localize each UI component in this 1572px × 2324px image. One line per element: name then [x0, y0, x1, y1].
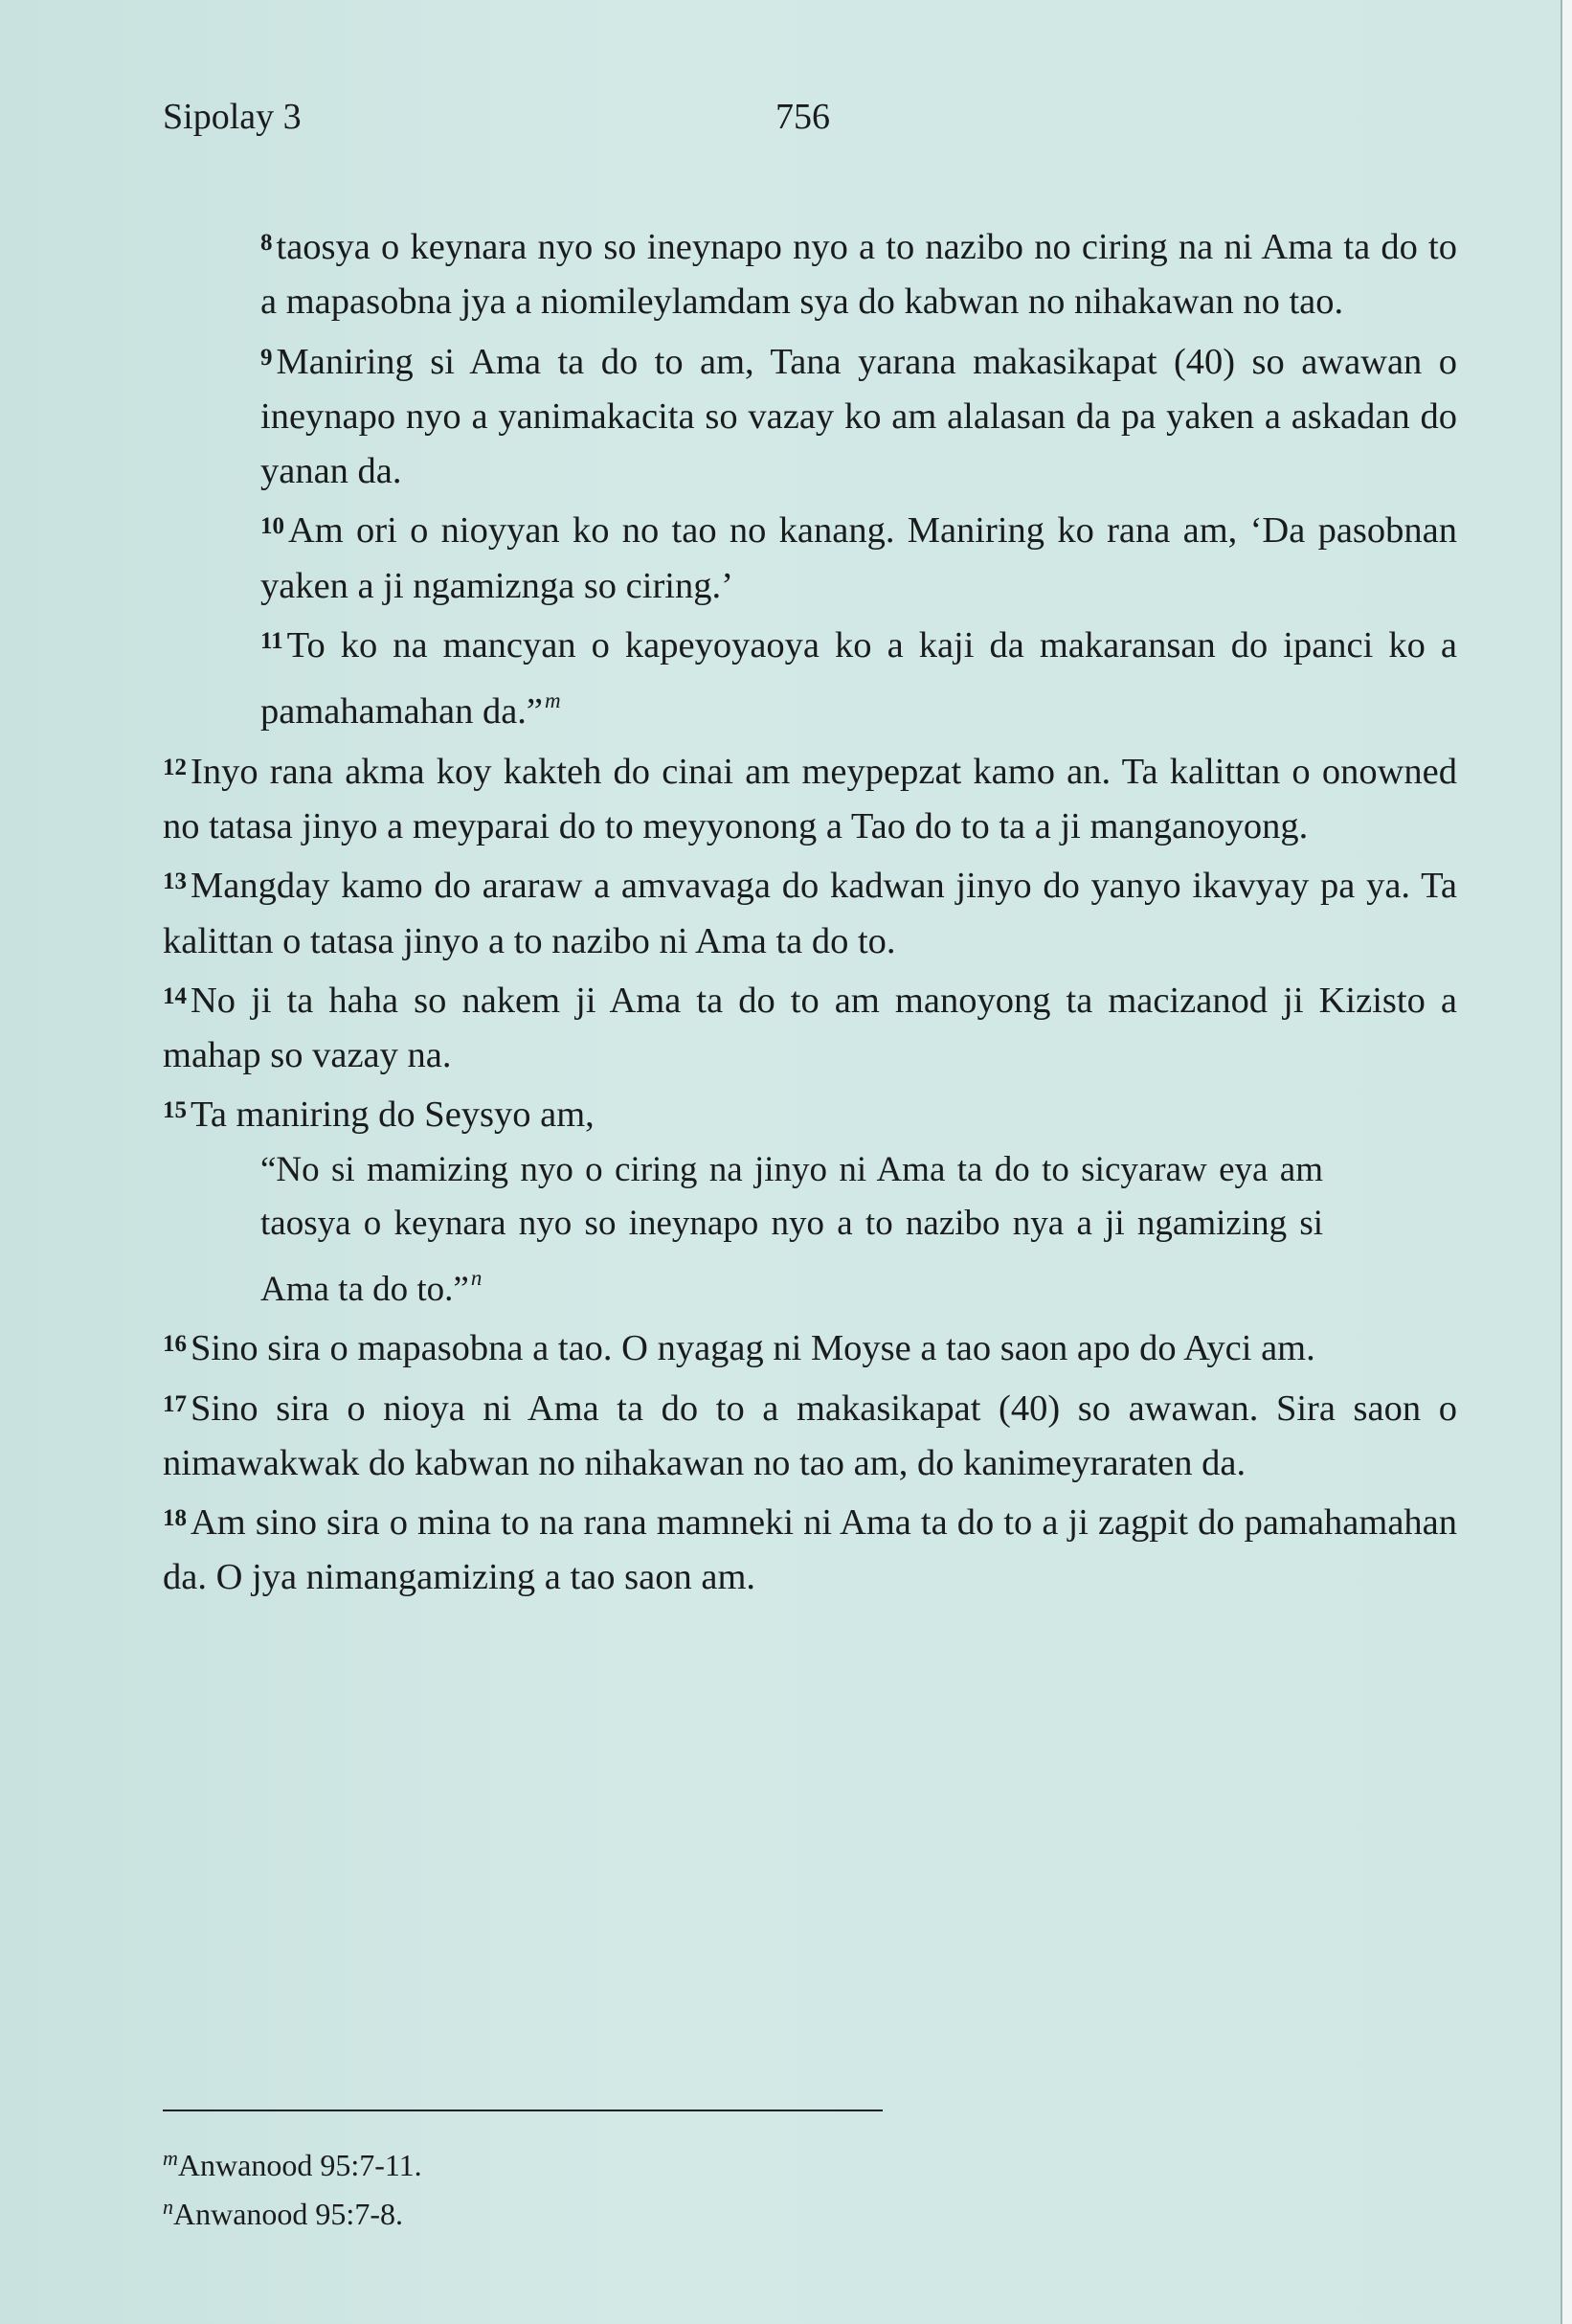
- verse-12: [163, 740, 1457, 855]
- verse-text: Ta maniring do Seysyo am,: [191, 1094, 595, 1136]
- page-number: 756: [775, 97, 830, 137]
- verse-number: 8: [260, 230, 273, 256]
- scripture-text: [163, 215, 1457, 1606]
- footnote-n: [163, 2186, 422, 2235]
- verse-text: Sino sira o mapasobna a tao. O nyagag ni Moyse a tao saon apo do Ayci am.: [191, 1328, 1315, 1369]
- verse-number: 16: [163, 1331, 187, 1358]
- quote-text: “No si mamizing nyo o ciring na jinyo ni Ama ta do to sicyaraw eya am taosya o keynara nyo so ineynapo nyo a to nazibo nya a ji ngamizing si Ama ta do to.”: [260, 1149, 1323, 1309]
- verse-number: 14: [163, 982, 187, 1009]
- verse-15: [163, 1083, 1457, 1142]
- footnote-ref: n: [470, 1265, 483, 1290]
- verse-16: [163, 1317, 1457, 1376]
- verse-number: 9: [260, 344, 273, 371]
- verse-number: 17: [163, 1390, 187, 1417]
- footnote-text: Anwanood 95:7-8.: [173, 2197, 403, 2231]
- verse-text: To ko na mancyan o kapeyoyaoya ko a kaji da makaransan do ipanci ko a pamahamahan da.”: [260, 625, 1457, 733]
- footnote-m: [163, 2137, 422, 2186]
- verse-text: Inyo rana akma koy kakteh do cinai am meypepzat kamo an. Ta kalittan o onowned no tatasa jinyo a meyparai do to meyyonong a Tao do to ta a ji manganoyong.: [163, 751, 1457, 846]
- verse-text: Am ori o nioyyan ko no tao no kanang. Maniring ko rana am, ‘Da pasobnan yaken a ji ngamiznga so ciring.’: [260, 510, 1457, 606]
- verse-number: 13: [163, 869, 187, 895]
- page-header: [163, 96, 1407, 153]
- verse-18: [163, 1491, 1457, 1606]
- verse-17: [163, 1377, 1457, 1492]
- verse-text: Maniring si Ama ta do to am, Tana yarana makasikapat (40) so awawan o ineynapo nyo a yanimakacita so vazay ko am alalasan da pa yaken a askadan do yanan da.: [260, 341, 1457, 492]
- verse-14: [163, 969, 1457, 1084]
- footnote-divider: [163, 2110, 883, 2111]
- page-edge: [1561, 0, 1572, 2324]
- verse-text: No ji ta haha so nakem ji Ama ta do to am manoyong ta macizanod ji Kizisto a mahap so vazay na.: [163, 980, 1457, 1076]
- verse-number: 11: [260, 628, 283, 655]
- footnote-ref: m: [545, 688, 561, 713]
- verse-text: Mangday kamo do araraw a amvavaga do kadwan jinyo do yanyo ikavyay pa ya. Ta kalittan o tatasa jinyo a to nazibo ni Ama ta do to.: [163, 866, 1457, 961]
- verse-8: [163, 215, 1457, 330]
- verse-10: [163, 499, 1457, 614]
- verse-9: [163, 330, 1457, 500]
- footnote-mark: n: [163, 2195, 173, 2219]
- verse-number: 15: [163, 1097, 187, 1124]
- verse-number: 12: [163, 754, 187, 780]
- verse-text: Sino sira o nioya ni Ama ta do to a makasikapat (40) so awawan. Sira saon o nimawakwak do kabwan no nihakawan no tao am, do kanimeyraraten da.: [163, 1388, 1457, 1483]
- verse-13: [163, 854, 1457, 969]
- verse-number: 18: [163, 1505, 187, 1532]
- verse-text: taosya o keynara nyo so ineynapo nyo a to nazibo no ciring na ni Ama ta do to a mapasobna jya a niomileylamdam sya do kabwan no nihakawan no tao.: [260, 227, 1457, 323]
- verse-number: 10: [260, 513, 284, 540]
- footnotes: [163, 2137, 422, 2235]
- running-head: Sipolay 3: [163, 97, 302, 137]
- scripture-quote: [163, 1143, 1457, 1318]
- footnote-mark: m: [163, 2146, 178, 2170]
- footnote-text: Anwanood 95:7-11.: [177, 2148, 422, 2182]
- verse-text: Am sino sira o mina to na rana mamneki ni Ama ta do to a ji zagpit do pamahamahan da. O jya nimangamizing a tao saon am.: [163, 1502, 1457, 1598]
- verse-11: [163, 614, 1457, 740]
